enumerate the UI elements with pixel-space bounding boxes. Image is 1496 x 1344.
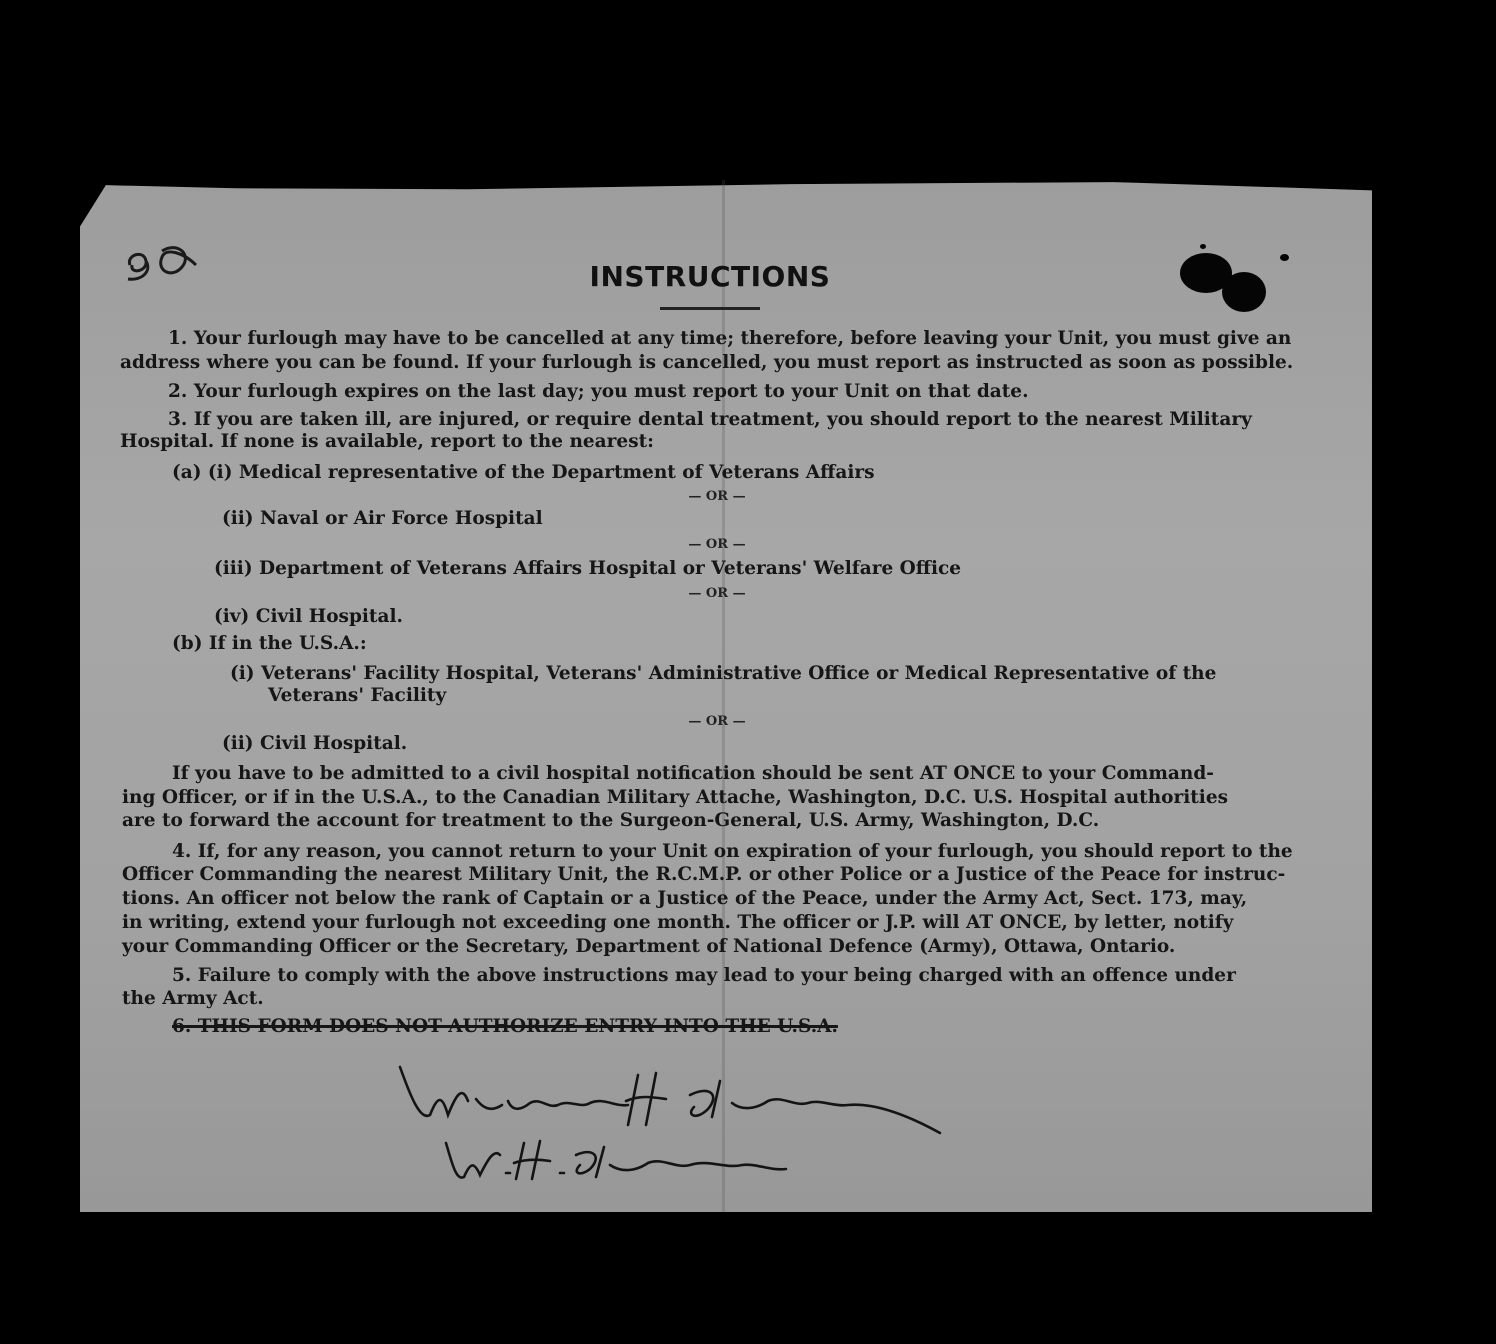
option-b-i-line-2: Veterans' Facility [268, 685, 447, 706]
or-separator: — OR — [688, 537, 746, 552]
civil-hospital-line-1: If you have to be admitted to a civil hospital notification should be sent AT ONCE to your Command- [172, 763, 1214, 784]
handwritten-initials [122, 235, 202, 285]
handwritten-signature [390, 1055, 970, 1195]
instruction-5-line-1: 5. Failure to comply with the above instructions may lead to your being charged with an offence under [172, 965, 1236, 986]
ink-speck [1200, 244, 1206, 249]
option-b: (b) If in the U.S.A.: [172, 633, 367, 654]
option-b-i-line-1: (i) Veterans' Facility Hospital, Veterans' Administrative Office or Medical Representative of the [230, 663, 1217, 684]
instruction-3-line-2: Hospital. If none is available, report to the nearest: [120, 431, 654, 452]
option-b-ii: (ii) Civil Hospital. [222, 733, 408, 754]
ink-blot [1222, 272, 1266, 312]
option-a-iv: (iv) Civil Hospital. [214, 606, 403, 627]
civil-hospital-line-3: are to forward the account for treatment to the Surgeon-General, U.S. Army, Washington, D.C. [122, 810, 1100, 831]
option-a-iii: (iii) Department of Veterans Affairs Hospital or Veterans' Welfare Office [214, 558, 962, 579]
instruction-4-line-1: 4. If, for any reason, you cannot return to your Unit on expiration of your furlough, you should report to the [172, 841, 1293, 862]
instruction-6-struck: 6. THIS FORM DOES NOT AUTHORIZE ENTRY INTO THE U.S.A. [172, 1016, 838, 1037]
instruction-1-line-2: address where you can be found. If your furlough is cancelled, you must report as instructed as soon as possible. [120, 352, 1294, 373]
instruction-4-line-4: in writing, extend your furlough not exceeding one month. The officer or J.P. will AT ONCE, by letter, notify [122, 912, 1234, 933]
ink-speck [1280, 254, 1289, 261]
or-separator: — OR — [688, 586, 746, 601]
instruction-4-line-5: your Commanding Officer or the Secretary, Department of National Defence (Army), Ottawa, Ontario. [122, 936, 1176, 957]
or-separator: — OR — [688, 714, 746, 729]
instruction-4-line-3: tions. An officer not below the rank of Captain or a Justice of the Peace, under the Army Act, Sect. 173, may, [122, 888, 1248, 909]
instruction-1-line-1: 1. Your furlough may have to be cancelled at any time; therefore, before leaving your Unit, you must give an [168, 328, 1292, 349]
instruction-2: 2. Your furlough expires on the last day; you must report to your Unit on that date. [168, 381, 1029, 402]
instruction-4-line-2: Officer Commanding the nearest Military Unit, the R.C.M.P. or other Police or a Justice of the Peace for instruc- [122, 864, 1286, 885]
option-a-ii: (ii) Naval or Air Force Hospital [222, 508, 543, 529]
civil-hospital-line-2: ing Officer, or if in the U.S.A., to the Canadian Military Attache, Washington, D.C. U.S. Hospital authorities [122, 787, 1229, 808]
or-separator: — OR — [688, 489, 746, 504]
instruction-3-line-1: 3. If you are taken ill, are injured, or require dental treatment, you should report to the nearest Military [168, 409, 1252, 430]
page-title: INSTRUCTIONS [589, 260, 831, 293]
instruction-5-line-2: the Army Act. [122, 988, 264, 1009]
title-underline [660, 307, 760, 310]
option-a-i: (a) (i) Medical representative of the Department of Veterans Affairs [172, 462, 875, 483]
